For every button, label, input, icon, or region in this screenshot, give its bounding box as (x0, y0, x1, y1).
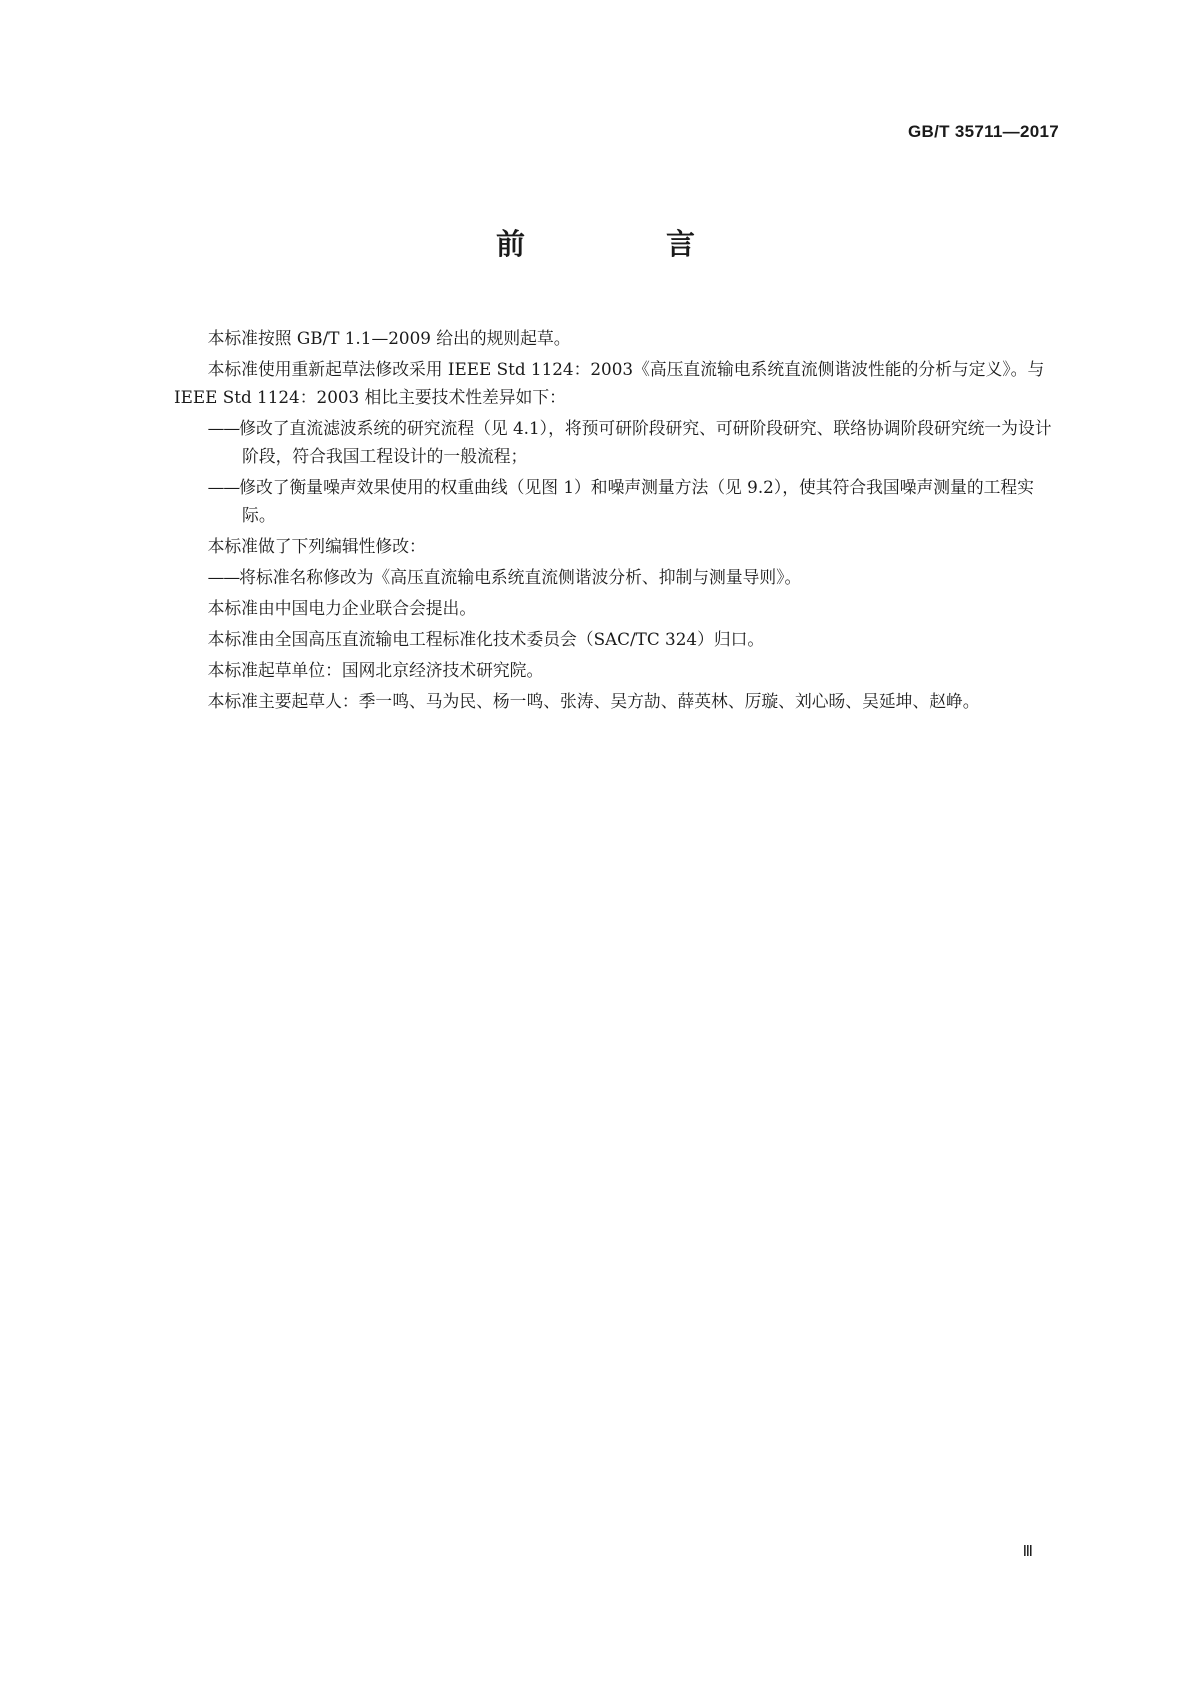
paragraph-adoption: 本标准使用重新起草法修改采用 IEEE Std 1124：2003《高压直流输电系统直流侧谐波性能的分析与定义》。与 IEEE Std 1124：2003 相比主要技术性差异如下： (174, 359, 1045, 407)
dash-mark: —— (207, 477, 240, 497)
paragraph-drafting-rules: 本标准按照 GB/T 1.1—2009 给出的规则起草。 (207, 328, 571, 348)
dash-mark: —— (207, 418, 240, 438)
list-item-text: 修改了直流滤波系统的研究流程（见 4.1），将预可研阶段研究、可研阶段研究、联络协调阶段研究统一为设计阶段，符合我国工程设计的一般流程； (239, 418, 1052, 466)
dash-mark: —— (207, 567, 240, 587)
paragraph-editorial: 本标准做了下列编辑性修改： (207, 536, 426, 556)
paragraph-drafting-unit: 本标准起草单位：国网北京经济技术研究院。 (207, 660, 544, 680)
page-title: 前 言 (495, 227, 751, 261)
paragraph-proposer: 本标准由中国电力企业联合会提出。 (207, 598, 477, 618)
paragraph-committee: 本标准由全国高压直流输电工程标准化技术委员会（SAC/TC 324）归口。 (207, 629, 765, 649)
list-item-text: 修改了衡量噪声效果使用的权重曲线（见图 1）和噪声测量方法（见 9.2），使其符合我国噪声测量的工程实际。 (239, 477, 1034, 525)
list-item-editorial-1 (174, 563, 1060, 591)
paragraph-drafters: 本标准主要起草人：季一鸣、马为民、杨一鸣、张涛、吴方劼、薛英林、厉璇、刘心旸、吴延坤、赵峥。 (207, 691, 980, 711)
foreword-body (174, 324, 1060, 718)
list-item-difference-2 (174, 473, 1060, 529)
page-number: Ⅲ (1022, 1544, 1033, 1560)
list-item-difference-1 (174, 414, 1060, 470)
standard-code: GB/T 35711—2017 (908, 122, 1059, 141)
list-item-text: 将标准名称修改为《高压直流输电系统直流侧谐波分析、抑制与测量导则》。 (239, 567, 802, 587)
